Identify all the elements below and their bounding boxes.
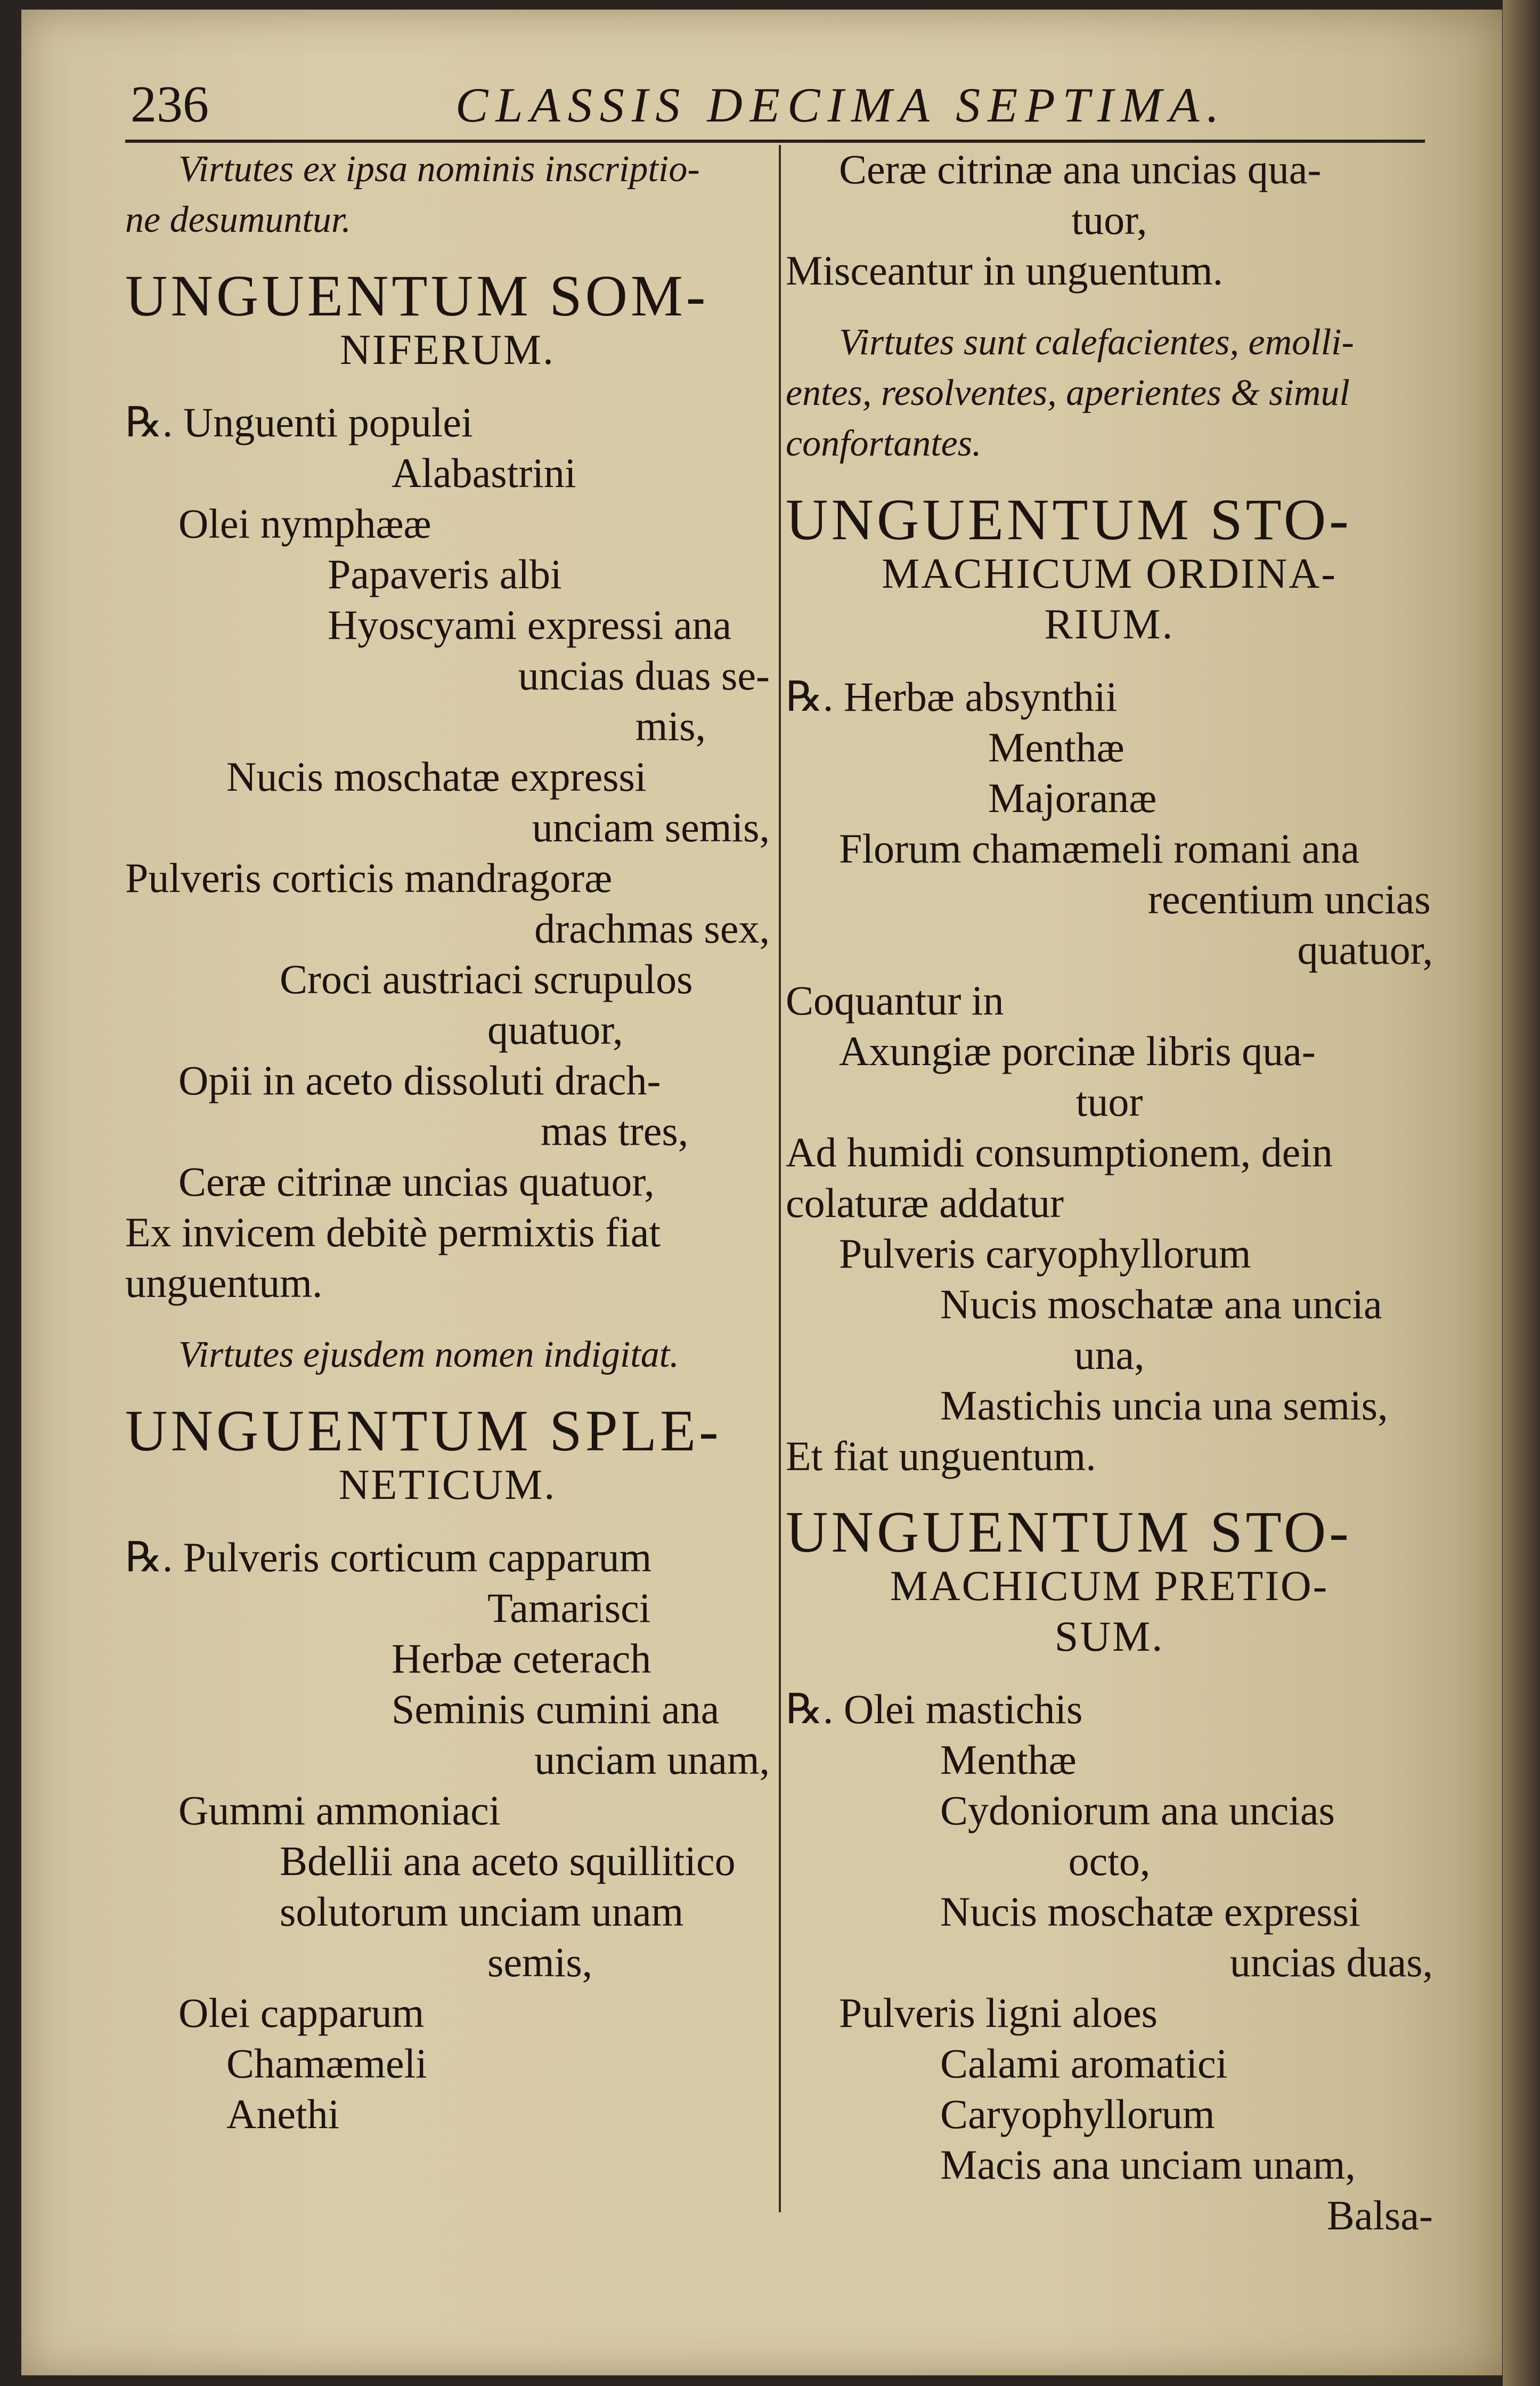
page-edge [1503,0,1540,2386]
text-line: Pulveris corticis mandragoræ [125,855,613,901]
page-header [131,75,1430,139]
text-line: uncias duas, [1229,1939,1433,1985]
text-line: Calami aromatici [940,2040,1228,2087]
text-line: tuor [1075,1078,1143,1125]
section-heading-cont: NETICUM. [338,1462,557,1508]
text-line: semis, [487,1939,593,1985]
text-line: Axungiæ porcinæ libris qua- [839,1028,1316,1074]
text-line: Cydoniorum ana uncias [940,1787,1335,1833]
text-line: Alabastrini [392,450,576,496]
text-line: unguentum. [125,1260,323,1306]
section-heading: UNGUENTUM STO- [786,1499,1352,1564]
text-line: quatuor, [1297,927,1433,973]
text-line: colaturæ addatur [786,1180,1064,1226]
text-line: Olei capparum [178,1990,425,2036]
column-divider [779,145,781,2212]
section-heading-cont: MACHICUM ORDINA- [882,550,1337,597]
text-line: Bdellii ana aceto squillitico [280,1838,736,1884]
text-line: confortantes. [786,423,982,464]
text-line: Croci austriaci scrupulos [280,956,693,1002]
text-line: Misceantur in unguentum. [786,247,1224,294]
text-line: Ceræ citrinæ ana uncias qua- [839,146,1322,192]
text-line: unciam semis, [532,804,770,850]
text-line: Opii in aceto dissoluti drach- [178,1057,661,1103]
text-line: Pulveris caryophyllorum [839,1230,1251,1277]
text-line: Anethi [226,2091,340,2137]
text-line: Virtutes ex ipsa nominis inscriptio- [178,149,700,190]
text-line: Menthæ [988,724,1125,770]
text-line: Olei nymphææ [178,500,431,547]
text-line: Gummi ammoniaci [178,1787,501,1833]
text-line: solutorum unciam unam [280,1888,684,1935]
section-heading-cont: MACHICUM PRETIO- [890,1563,1329,1610]
text-line: Ad humidi consumptionem, dein [786,1129,1333,1175]
text-line: Herbæ ceterach [392,1635,651,1682]
text-line: Menthæ [940,1736,1077,1783]
section-heading-cont: RIUM. [1044,601,1175,648]
text-line: quatuor, [487,1007,623,1053]
text-line: Nucis moschatæ ana uncia [940,1281,1382,1327]
text-line: Hyoscyami expressi ana [328,602,732,648]
text-line: ne desumuntur. [125,199,351,240]
text-line: Papaveris albi [328,551,562,597]
text-line: Seminis cumini ana [392,1686,720,1732]
right-column [786,144,1433,2241]
text-line: Ceræ citrinæ uncias quatuor, [178,1158,655,1205]
text-line: entes, resolventes, aperientes & simul [786,372,1350,413]
text-line: drachmas sex, [534,905,770,952]
header-rule [125,140,1425,143]
text-line: unciam unam, [534,1736,770,1783]
text-line: Majoranæ [988,775,1157,821]
text-line: Pulveris ligni aloes [839,1990,1158,2036]
text-line: ℞. Olei mastichis [786,1686,1083,1732]
text-line: Nucis moschatæ expressi [226,753,647,800]
section-heading: UNGUENTUM SOM- [125,263,709,328]
text-line: uncias duas se- [518,652,770,699]
text-line: ℞. Pulveris corticum capparum [125,1534,652,1580]
running-title: CLASSIS DECIMA SEPTIMA. [455,78,1227,132]
text-line: Caryophyllorum [940,2091,1215,2137]
text-line: octo, [1068,1838,1151,1884]
section-heading-cont: NIFERUM. [339,327,556,374]
text-line: Virtutes ejusdem nomen indigitat. [178,1334,679,1375]
page-number: 236 [131,76,209,133]
text-line: Chamæmeli [226,2040,427,2087]
text-line: Et fiat unguentum. [786,1433,1096,1479]
text-line: Coquantur in [786,977,1004,1024]
text-line: Florum chamæmeli romani ana [839,825,1359,872]
text-line: Virtutes sunt calefacientes, emolli- [839,322,1354,363]
section-heading-cont: SUM. [1054,1613,1164,1660]
section-heading: UNGUENTUM STO- [786,487,1352,552]
text-line: ℞. Herbæ absynthii [786,673,1118,720]
text-line: Macis ana unciam unam, [940,2141,1356,2188]
text-line: Nucis moschatæ expressi [940,1888,1360,1935]
text-line: mas tres, [541,1108,689,1154]
text-line: Ex invicem debitè permixtis fiat [125,1209,661,1255]
left-column [125,144,770,2139]
text-line: mis, [635,703,706,749]
text-line: ℞. Unguenti populei [125,399,473,445]
text-line: Tamarisci [487,1585,651,1631]
catchword: Balsa- [1326,2192,1433,2238]
section-heading: UNGUENTUM SPLE- [125,1398,722,1463]
text-line: recentium uncias [1148,876,1431,922]
text-line: una, [1074,1332,1145,1378]
text-line: tuor, [1071,197,1147,243]
text-line: Mastichis uncia una semis, [940,1382,1388,1429]
